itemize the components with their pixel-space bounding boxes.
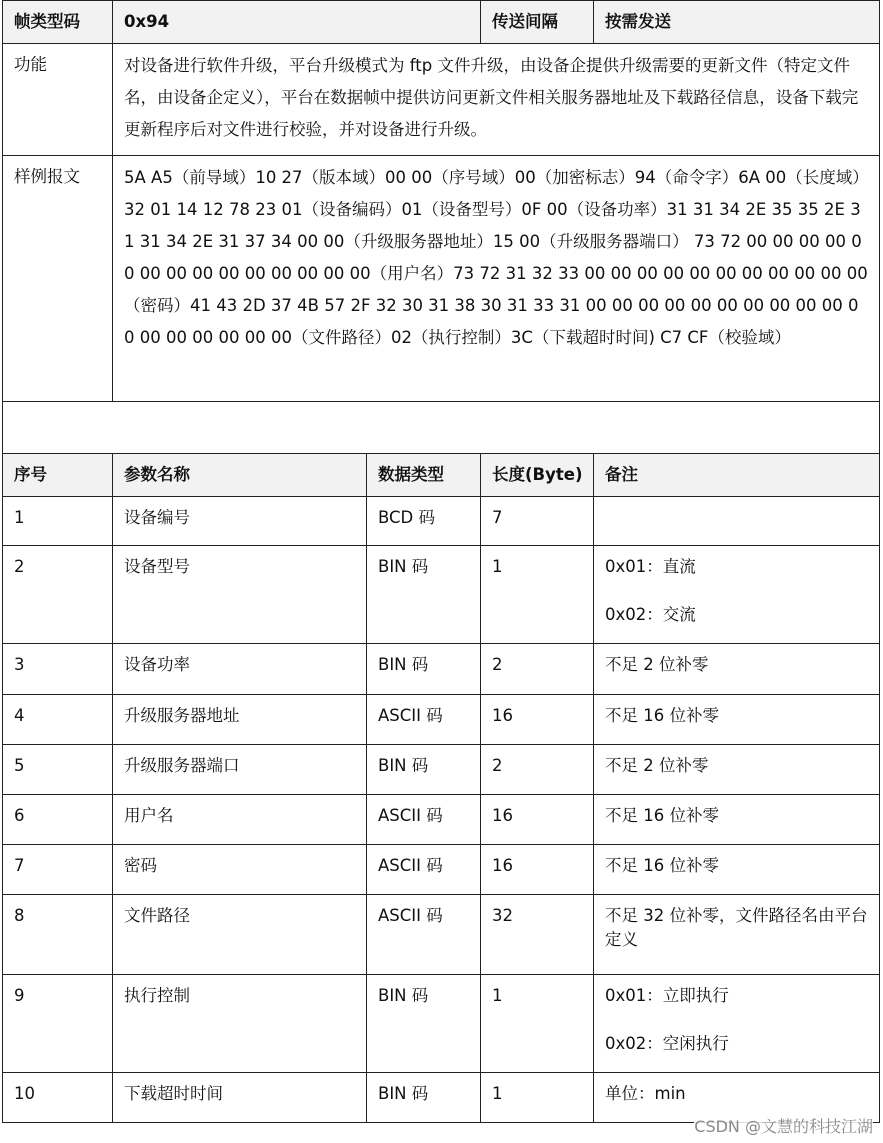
params-header-row [3,454,880,497]
row-length-cell: 1 [481,975,594,1073]
row-length-cell: 16 [481,695,594,745]
sample-label: 样例报文 [3,156,113,402]
sample-row [3,156,880,402]
row-no-cell: 7 [3,845,113,895]
row-no-cell: 5 [3,745,113,795]
protocol-table [2,0,880,1123]
row-name-cell: 执行控制 [113,975,367,1073]
interval-label: 传送间隔 [481,1,594,44]
col-header-name: 参数名称 [113,454,367,497]
function-label: 功能 [3,44,113,156]
row-length-cell: 16 [481,795,594,845]
table-row [3,795,880,845]
row-notes-cell [594,845,880,895]
row-name-cell: 用户名 [113,795,367,845]
row-type-cell: ASCII 码 [367,695,481,745]
watermark: CSDN @文慧的科技江湖 [694,1114,873,1137]
row-no-cell: 4 [3,695,113,745]
row-name-cell: 升级服务器地址 [113,695,367,745]
note-line: 0x01：直流 [605,557,696,576]
row-no-cell: 8 [3,895,113,975]
note-line: 不足 2 位补零 [605,655,709,674]
note-line: 不足 2 位补零 [605,756,709,775]
row-type-cell: BIN 码 [367,1073,481,1123]
row-type-cell: ASCII 码 [367,895,481,975]
col-header-notes: 备注 [594,454,880,497]
note-line: 不足 16 位补零 [605,856,719,875]
row-no-cell: 2 [3,546,113,644]
table-row [3,644,880,695]
row-name-cell: 设备型号 [113,546,367,644]
col-header-type: 数据类型 [367,454,481,497]
row-notes-cell [594,497,880,546]
header-row [3,1,880,44]
row-length-cell: 1 [481,546,594,644]
table-row [3,695,880,745]
spacer-row [3,402,880,454]
row-notes-cell [594,745,880,795]
row-no-cell: 1 [3,497,113,546]
row-name-cell: 下载超时时间 [113,1073,367,1123]
interval-value: 按需发送 [594,1,880,44]
note-line: 0x02：交流 [605,605,696,624]
note-line: 单位：min [605,1084,686,1103]
row-type-cell: ASCII 码 [367,795,481,845]
row-length-cell: 16 [481,845,594,895]
row-name-cell: 设备功率 [113,644,367,695]
spacer-cell [3,402,880,454]
row-type-cell: BIN 码 [367,546,481,644]
row-length-cell: 7 [481,497,594,546]
col-header-no: 序号 [3,454,113,497]
row-no-cell: 3 [3,644,113,695]
row-no-cell: 6 [3,795,113,845]
row-type-cell: BCD 码 [367,497,481,546]
table-row [3,745,880,795]
row-notes-cell [594,795,880,845]
row-type-cell: BIN 码 [367,975,481,1073]
row-length-cell: 2 [481,745,594,795]
function-text: 对设备进行软件升级，平台升级模式为 ftp 文件升级，由设备企提供升级需要的更新文件（特定文件名，由设备企定义），平台在数据帧中提供访问更新文件相关服务器地址及下载路径信息，设备下载完更新程序后对文件进行校验，并对设备进行升级。 [113,44,880,156]
note-line: 0x02：空闲执行 [605,1034,729,1053]
table-row [3,546,880,644]
row-type-cell: BIN 码 [367,644,481,695]
row-type-cell: BIN 码 [367,745,481,795]
row-notes-cell [594,644,880,695]
row-notes-cell [594,546,880,644]
row-name-cell: 设备编号 [113,497,367,546]
table-row [3,497,880,546]
frame-type-label: 帧类型码 [3,1,113,44]
row-length-cell: 32 [481,895,594,975]
row-type-cell: ASCII 码 [367,845,481,895]
row-notes-cell [594,895,880,975]
frame-type-value: 0x94 [113,1,481,44]
row-name-cell: 文件路径 [113,895,367,975]
table-row [3,845,880,895]
row-name-cell: 升级服务器端口 [113,745,367,795]
row-length-cell: 2 [481,644,594,695]
row-notes-cell [594,695,880,745]
col-header-length: 长度(Byte) [481,454,594,497]
row-notes-cell [594,975,880,1073]
note-line: 0x01：立即执行 [605,986,729,1005]
table-row [3,975,880,1073]
note-line: 不足 16 位补零 [605,806,719,825]
row-name-cell: 密码 [113,845,367,895]
row-length-cell: 1 [481,1073,594,1123]
table-row [3,895,880,975]
row-no-cell: 10 [3,1073,113,1123]
note-line: 不足 16 位补零 [605,706,719,725]
row-no-cell: 9 [3,975,113,1073]
sample-text: 5A A5（前导域）10 27（版本域）00 00（序号域）00（加密标志）94（命令字）6A 00（长度域）32 01 14 12 78 23 01（设备编码）01（设备型号）0F 00（设备功率）31 31 34 2E 35 35 2E 31 31 34 2E 31 37 34 00 00（升级服务器地址）15 00（升级服务器端口） 73 72 00 00 00 00 00 00 00 00 00 00 00 00 00 00（用户名）73 72 31 32 33 00 00 00 00 00 00 00 00 00 00 00（密码）41 43 2D 37 4B 57 2F 32 30 31 38 30 31 33 31 00 00 00 00 00 00 00 00 00 00 00 00 00 00 00 00 00（文件路径）02（执行控制）3C（下载超时时间) C7 CF（校验域） [113,156,880,402]
function-row [3,44,880,156]
note-line: 不足 32 位补零，文件路径名由平台定义 [605,906,868,949]
